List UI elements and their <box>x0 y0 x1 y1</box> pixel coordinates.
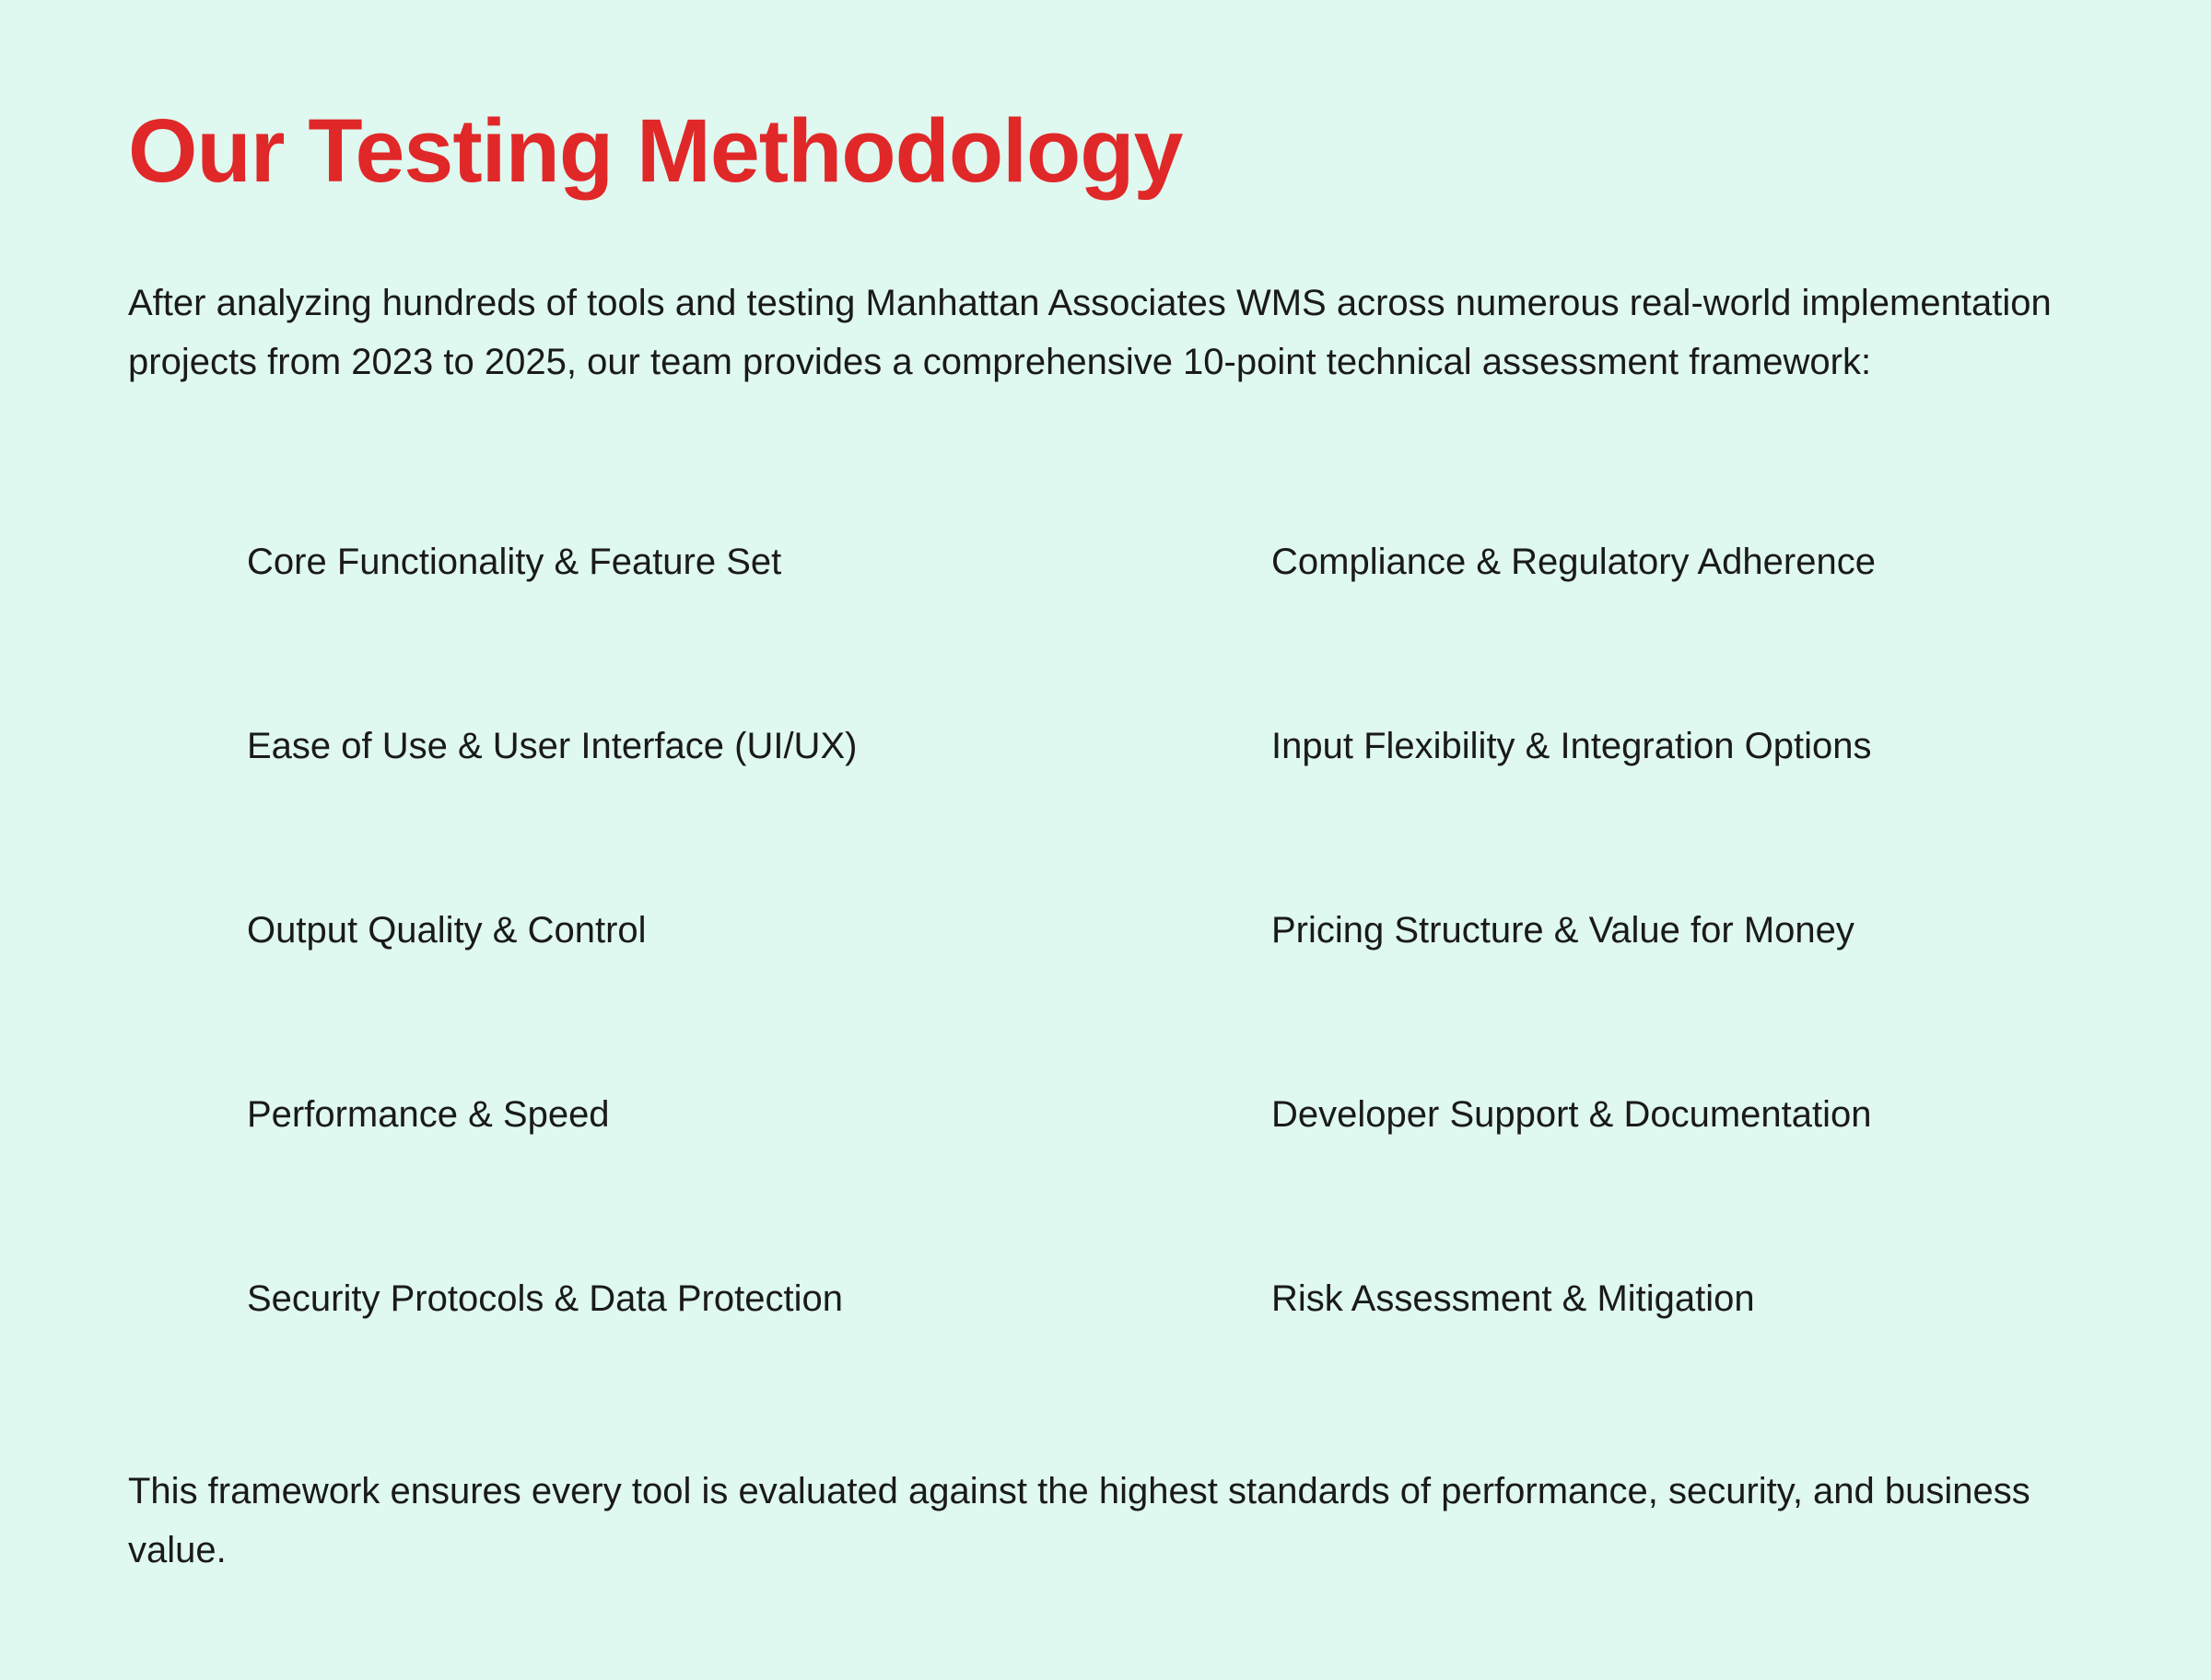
criteria-item-pricing: Pricing Structure & Value for Money <box>1271 910 1854 951</box>
criteria-item-input-flexibility: Input Flexibility & Integration Options <box>1271 726 1872 766</box>
page-title: Our Testing Methodology <box>128 100 1183 201</box>
criteria-item-security: Security Protocols & Data Protection <box>247 1278 843 1319</box>
intro-paragraph: After analyzing hundreds of tools and testing Manhattan Associates WMS across numerous real-world implementation projects from 2023 to 2025, our team provides a comprehensive 10-point technical assessment framework: <box>128 283 2052 382</box>
criteria-item-core-functionality: Core Functionality & Feature Set <box>247 542 782 582</box>
criteria-item-risk-assessment: Risk Assessment & Mitigation <box>1271 1278 1755 1319</box>
criteria-item-performance: Performance & Speed <box>247 1094 610 1135</box>
closing-paragraph: This framework ensures every tool is evaluated against the highest standards of performance, security, and business value. <box>128 1471 2030 1570</box>
criteria-item-compliance: Compliance & Regulatory Adherence <box>1271 542 1876 582</box>
criteria-item-output-quality: Output Quality & Control <box>247 910 647 951</box>
criteria-item-ease-of-use: Ease of Use & User Interface (UI/UX) <box>247 726 858 766</box>
criteria-list <box>247 531 1997 1452</box>
criteria-item-developer-support: Developer Support & Documentation <box>1271 1094 1872 1135</box>
